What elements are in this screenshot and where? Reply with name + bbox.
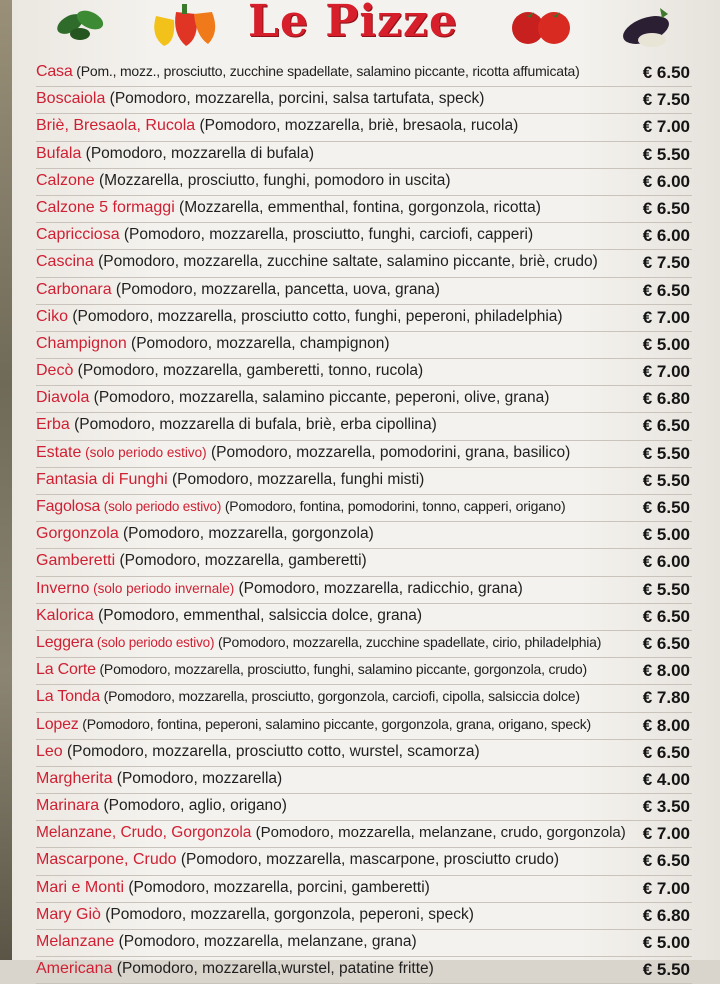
pizza-ingredients: (Pomodoro, mozzarella, porcini, gamberetti) [124, 878, 430, 896]
pizza-name: Decò [36, 362, 74, 380]
pizza-ingredients: (Pomodoro, mozzarella, gamberetti, tonno, rucola) [73, 362, 424, 380]
pizza-name: Melanzane, Crudo, Gorgonzola [36, 824, 252, 842]
pizza-name: Calzone 5 formaggi [36, 198, 175, 216]
pizza-price: € 5.50 [642, 443, 690, 463]
menu-item [36, 930, 692, 957]
pizza-price: € 6.50 [642, 63, 690, 82]
menu-item [36, 713, 692, 740]
pizza-price: € 7.00 [642, 878, 690, 898]
pizza-name: Fantasia di Funghi [36, 470, 168, 488]
pizza-ingredients: (Pomodoro, mozzarella di bufala) [81, 144, 314, 162]
pizza-name: Casa [36, 63, 73, 80]
menu-item [36, 468, 692, 495]
pizza-ingredients: (Pomodoro, mozzarella, zucchine saltate, salamino piccante, briè, crudo) [93, 253, 598, 271]
pizza-ingredients: (Pomodoro, mozzarella, gorgonzola, peperoni, speck) [100, 905, 474, 923]
menu-item-text [36, 879, 430, 897]
season-note: (solo periodo invernale) [89, 580, 235, 596]
menu-item-text [36, 770, 282, 788]
pizza-name: Gorgonzola [36, 525, 119, 543]
pizza-name: Americana [36, 960, 113, 978]
menu-item-text [36, 308, 563, 326]
menu-item [36, 196, 692, 223]
menu-item [36, 903, 692, 930]
pizza-price: € 6.50 [642, 606, 690, 626]
pizza-ingredients: (Pomodoro, mozzarella, zucchine spadellate, cirio, philadelphia) [214, 633, 602, 650]
menu-item [36, 114, 692, 141]
pizza-ingredients: (Pomodoro, mozzarella, pomodorini, grana, basilico) [206, 443, 571, 461]
menu-item-text [36, 607, 422, 625]
menu-item-text [36, 960, 434, 978]
pizza-name: La Corte [36, 661, 96, 679]
menu-item-text [36, 281, 440, 299]
menu-item-text [36, 63, 580, 81]
pizza-name: Leggera [36, 633, 94, 651]
menu-header [12, 0, 720, 56]
menu-item [36, 359, 692, 386]
season-note: (solo periodo estivo) [100, 499, 222, 514]
pizza-name: Kalorica [36, 606, 94, 624]
pizza-name: Briè, Bresaola, Rucola [36, 117, 196, 135]
pizza-ingredients: (Pomodoro, mozzarella, prosciutto cotto, wurstel, scamorza) [62, 742, 480, 760]
pizza-ingredients: (Pomodoro, mozzarella, melanzane, crudo, gorgonzola) [251, 824, 626, 842]
pizza-price: € 7.00 [642, 824, 690, 844]
menu-item-text [36, 362, 423, 380]
pizza-price: € 6.80 [642, 389, 690, 409]
menu-item [36, 522, 692, 549]
menu-item [36, 386, 692, 413]
menu-item [36, 957, 692, 984]
menu-item-text [36, 580, 523, 598]
menu-item-text [36, 117, 518, 135]
menu-item [36, 658, 692, 685]
menu-item [36, 142, 692, 169]
menu-item [36, 631, 692, 658]
pizza-name: Cascina [36, 253, 94, 271]
menu-item [36, 332, 692, 359]
menu-item-text [36, 743, 480, 761]
pizza-price: € 6.50 [642, 633, 690, 653]
menu-item-text [36, 199, 541, 217]
menu-item-text [36, 471, 424, 489]
pizza-ingredients: (Pomodoro, fontina, pomodorini, tonno, capperi, origano) [221, 498, 566, 514]
page-title: Le Pizze [248, 0, 459, 47]
menu-item [36, 794, 692, 821]
pizza-ingredients: (Pomodoro, mozzarella, gamberetti) [115, 552, 367, 570]
pizza-name: Diavola [36, 389, 90, 407]
pizza-price: € 6.50 [642, 198, 690, 218]
pizza-name: Mascarpone, Crudo [36, 851, 177, 869]
menu-item-text [36, 824, 626, 842]
pizza-name: Estate [36, 443, 82, 461]
pizza-name: Ciko [36, 307, 69, 325]
eggplant-icon [616, 2, 676, 50]
tomatoes-icon [502, 2, 582, 48]
pizza-ingredients: (Pomodoro, mozzarella, gorgonzola) [118, 525, 374, 543]
menu-item-text [36, 525, 374, 543]
pizza-ingredients: (Pomodoro, mozzarella) [112, 769, 283, 787]
pizza-list [36, 60, 692, 984]
menu-item [36, 305, 692, 332]
menu-item-text [36, 933, 417, 951]
menu-item [36, 821, 692, 848]
season-note: (solo periodo estivo) [81, 444, 207, 460]
pizza-price: € 6.80 [642, 905, 690, 925]
pizza-ingredients: (Pom., mozz., prosciutto, zucchine spadellate, salamino piccante, ricotta affumicata) [72, 63, 580, 79]
menu-item-text [36, 797, 287, 815]
menu-item-text [36, 552, 367, 570]
pizza-price: € 8.00 [642, 715, 690, 735]
menu-item [36, 577, 692, 604]
pizza-ingredients: (Pomodoro, aglio, origano) [99, 797, 287, 815]
pizza-ingredients: (Pomodoro, mozzarella, funghi misti) [167, 470, 425, 488]
menu-item-text [36, 172, 451, 190]
pizza-name: Bufala [36, 144, 82, 162]
pizza-ingredients: (Pomodoro, emmenthal, salsiccia dolce, grana) [93, 606, 423, 624]
menu-item-text [36, 688, 580, 706]
pizza-price: € 6.00 [642, 226, 690, 246]
menu-item [36, 740, 692, 767]
pizza-name: Calzone [36, 171, 95, 189]
menu-item [36, 604, 692, 631]
pizza-price: € 6.00 [642, 171, 690, 191]
menu-item [36, 169, 692, 196]
pizza-name: Mari e Monti [36, 878, 125, 896]
pizza-name: Gamberetti [36, 552, 116, 570]
pizza-price: € 7.50 [642, 90, 690, 110]
pizza-price: € 6.50 [642, 416, 690, 436]
wall-edge [0, 0, 12, 960]
pizza-ingredients: (Pomodoro, mozzarella, pancetta, uova, grana) [111, 280, 440, 298]
pizza-price: € 6.50 [642, 742, 690, 762]
menu-item-text [36, 335, 390, 353]
pizza-name: Marinara [36, 797, 100, 815]
pizza-ingredients: (Pomodoro, mozzarella, mascarpone, prosciutto crudo) [176, 851, 560, 869]
pizza-ingredients: (Pomodoro, mozzarella, briè, bresaola, rucola) [195, 117, 519, 135]
pizza-name: Mary Giò [36, 905, 101, 923]
menu-item [36, 87, 692, 114]
pizza-price: € 5.00 [642, 933, 690, 952]
menu-item-text [36, 416, 437, 434]
menu-item [36, 495, 692, 522]
menu-item-text [36, 226, 533, 244]
pizza-ingredients: (Pomodoro, mozzarella, prosciutto, funghi, carciofi, capperi) [119, 226, 534, 244]
pizza-name: Inverno [36, 579, 90, 597]
pizza-name: Lopez [36, 715, 79, 733]
pizza-price: € 3.50 [642, 797, 690, 817]
pizza-ingredients: (Pomodoro, fontina, peperoni, salamino piccante, gorgonzola, grana, origano, speck) [78, 715, 592, 732]
menu-item [36, 413, 692, 440]
menu-item-text [36, 253, 598, 271]
pizza-ingredients: (Pomodoro, mozzarella, prosciutto, funghi, salamino piccante, gorgonzola, crudo) [95, 661, 587, 678]
menu-item [36, 60, 692, 87]
menu-item [36, 848, 692, 875]
menu-item [36, 441, 692, 468]
menu-item-text [36, 90, 484, 108]
pizza-name: Fagolosa [36, 498, 101, 515]
pizza-name: Capricciosa [36, 226, 120, 244]
pizza-price: € 6.00 [642, 552, 690, 572]
pizza-price: € 6.50 [642, 851, 690, 871]
pizza-price: € 7.00 [642, 307, 690, 327]
pizza-name: Melanzane [36, 933, 115, 950]
menu-item [36, 685, 692, 712]
menu-item-text [36, 906, 474, 924]
pizza-ingredients: (Pomodoro, mozzarella,wurstel, patatine fritte) [112, 960, 434, 978]
pizza-name: Champignon [36, 334, 127, 352]
pizza-ingredients: (Pomodoro, mozzarella di bufala, briè, erba cipollina) [69, 416, 437, 434]
menu-item-text [36, 634, 601, 652]
menu-item [36, 767, 692, 794]
menu-item [36, 250, 692, 277]
basil-icon [52, 2, 110, 46]
pizza-name: La Tonda [36, 688, 100, 706]
menu-item [36, 876, 692, 903]
pizza-name: Margherita [36, 769, 113, 787]
menu-item-text [36, 661, 587, 679]
pizza-name: Leo [36, 742, 63, 760]
pizza-price: € 5.50 [642, 144, 690, 164]
pizza-price: € 5.00 [642, 525, 690, 545]
pizza-price: € 4.00 [642, 769, 690, 789]
pizza-name: Carbonara [36, 280, 112, 298]
menu-item [36, 278, 692, 305]
pizza-ingredients: (Pomodoro, mozzarella, prosciutto cotto, funghi, peperoni, philadelphia) [68, 307, 563, 325]
pizza-ingredients: (Mozzarella, emmenthal, fontina, gorgonzola, ricotta) [174, 198, 541, 216]
pizza-price: € 5.50 [642, 470, 690, 490]
pizza-name: Erba [36, 416, 70, 434]
pizza-ingredients: (Pomodoro, mozzarella, salamino piccante, peperoni, olive, grana) [89, 389, 550, 407]
menu-item [36, 549, 692, 576]
pizza-price: € 7.00 [642, 117, 690, 137]
menu-item-text [36, 851, 559, 869]
pizza-name: Boscaiola [36, 90, 106, 108]
menu-item-text [36, 389, 549, 407]
pizza-price: € 6.50 [642, 498, 690, 517]
menu-item-text [36, 498, 565, 516]
menu-item-text [36, 444, 570, 462]
peppers-icon [146, 2, 222, 50]
pizza-price: € 5.50 [642, 579, 690, 599]
pizza-ingredients: (Mozzarella, prosciutto, funghi, pomodoro in uscita) [94, 171, 451, 189]
menu-item-text [36, 716, 591, 734]
pizza-price: € 7.80 [642, 688, 690, 708]
pizza-price: € 7.50 [642, 253, 690, 273]
season-note: (solo periodo estivo) [93, 634, 215, 650]
pizza-price: € 5.00 [642, 334, 690, 354]
pizza-ingredients: (Pomodoro, mozzarella, radicchio, grana) [234, 579, 523, 597]
pizza-price: € 8.00 [642, 661, 690, 681]
pizza-price: € 7.00 [642, 362, 690, 382]
menu-item-text [36, 145, 314, 163]
pizza-ingredients: (Pomodoro, mozzarella, prosciutto, gorgonzola, carciofi, cipolla, salsiccia dolce) [99, 688, 580, 705]
pizza-ingredients: (Pomodoro, mozzarella, porcini, salsa tartufata, speck) [105, 90, 485, 108]
menu-item [36, 223, 692, 250]
pizza-ingredients: (Pomodoro, mozzarella, melanzane, grana) [114, 933, 417, 950]
pizza-price: € 6.50 [642, 280, 690, 300]
pizza-price: € 5.50 [642, 960, 690, 980]
pizza-ingredients: (Pomodoro, mozzarella, champignon) [126, 334, 390, 352]
